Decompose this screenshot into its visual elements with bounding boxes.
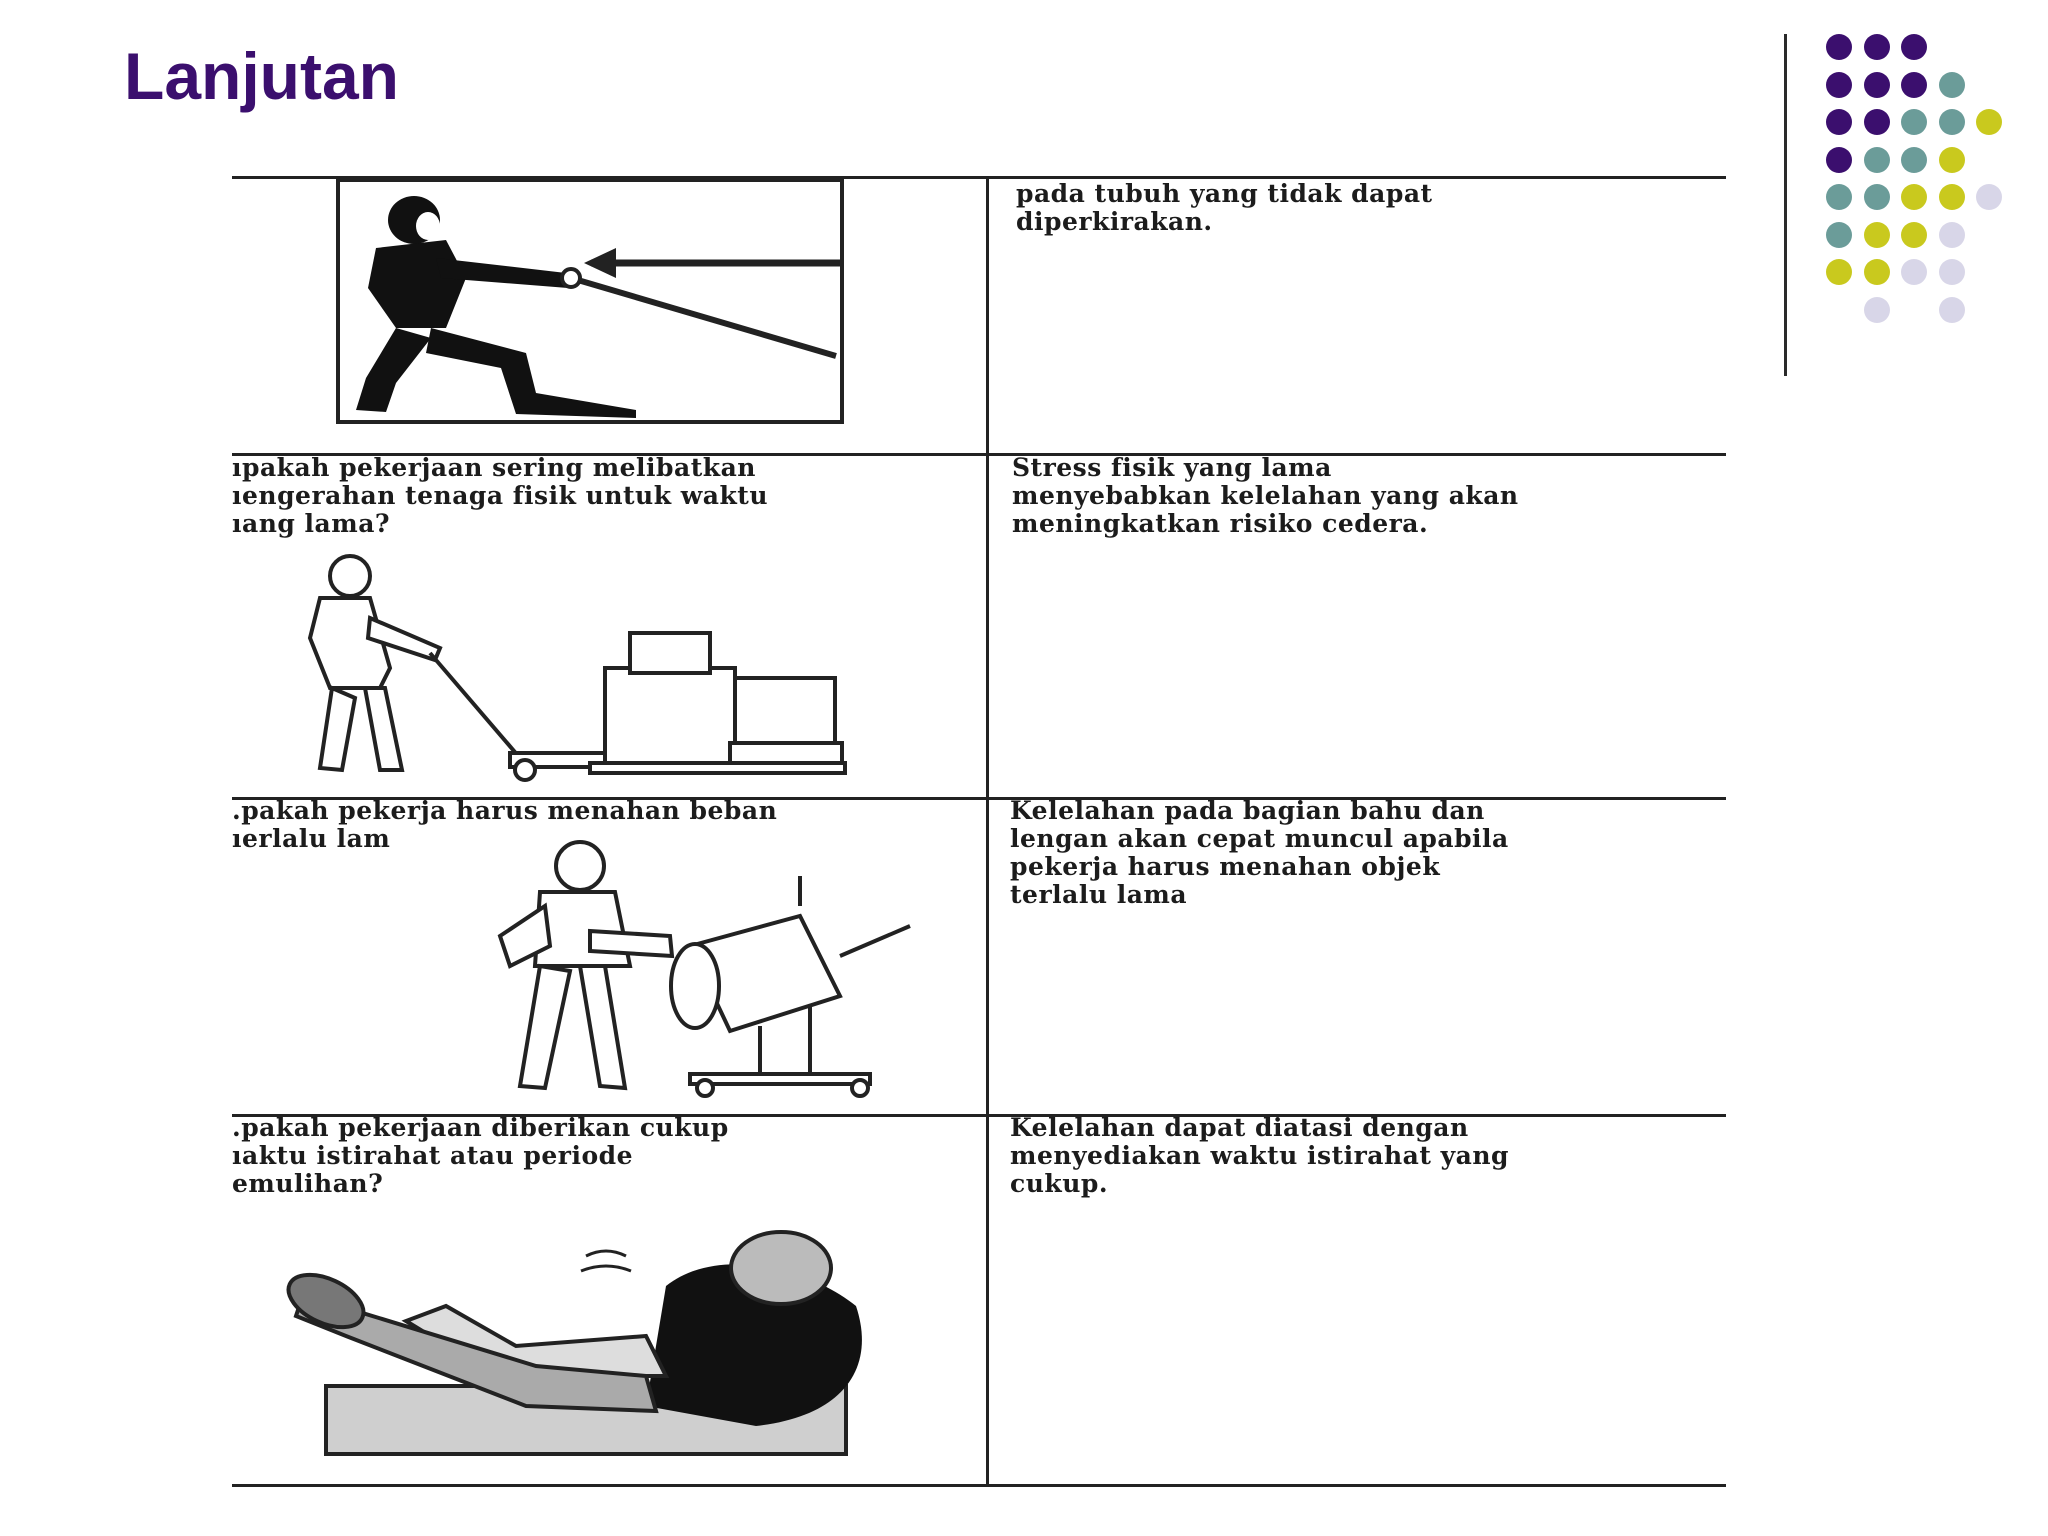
- table-column-divider: [986, 176, 989, 1486]
- table-explanation-cell: Stress fisik yang lama menyebabkan kelelahan yang akan meningkatkan risiko cedera.: [1012, 453, 1519, 538]
- table-question-cell: .pakah pekerjaan diberikan cukup ıaktu istirahat atau periode emulihan?: [232, 1113, 729, 1198]
- worker-resting-icon: [286, 1226, 886, 1458]
- table-rule: [232, 1484, 1726, 1487]
- table-explanation-cell: Kelelahan pada bagian bahu dan lengan akan cepat muncul apabila pekerja harus menahan objek terlalu lama: [1010, 796, 1509, 909]
- table-question-cell: .pakah pekerja harus menahan beban ıerlalu lam: [232, 796, 778, 853]
- worker-pulling-rope-icon: [336, 178, 846, 426]
- table-explanation-cell: pada tubuh yang tidak dapat diperkirakan.: [1016, 179, 1433, 236]
- worker-pushing-pallet-jack-icon: [290, 548, 850, 784]
- table-explanation-cell: Kelelahan dapat diatasi dengan menyediakan waktu istirahat yang cukup.: [1010, 1113, 1510, 1198]
- table-question-cell: ıpakah pekerjaan sering melibatkan ıengerahan tenaga fisik untuk waktu ıang lama?: [232, 453, 769, 538]
- worker-holding-load-icon: [440, 836, 920, 1098]
- page-title: Lanjutan: [124, 39, 399, 113]
